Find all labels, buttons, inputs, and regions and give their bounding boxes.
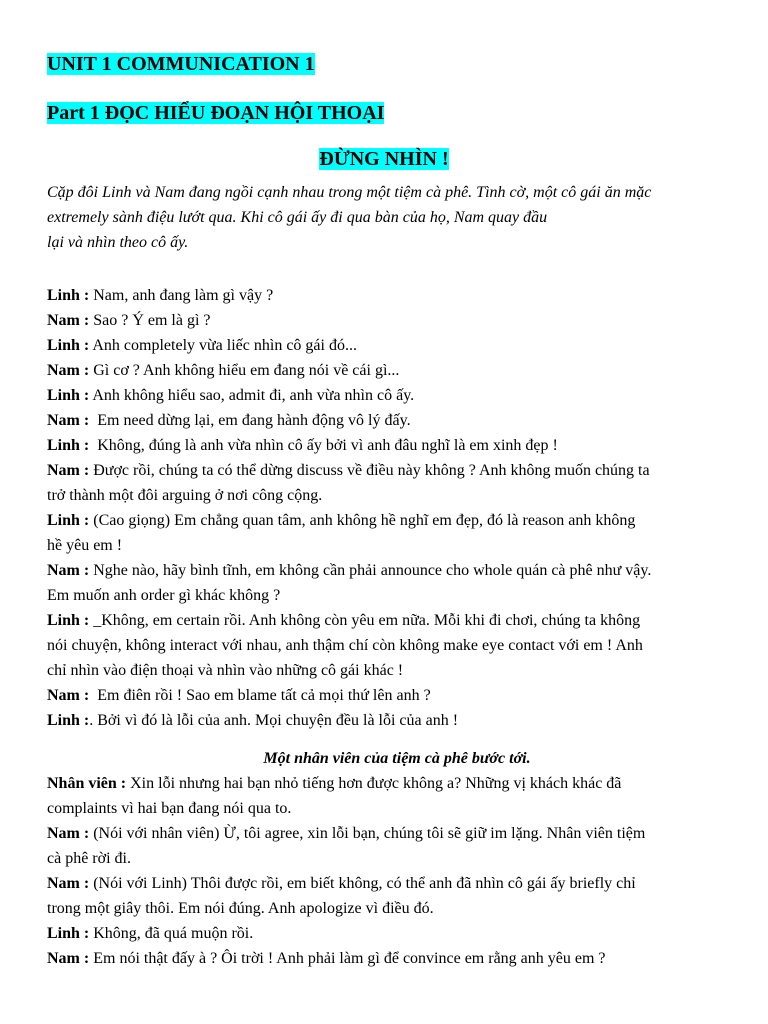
dialogue-line [47, 358, 747, 383]
line-text: Anh completely vừa liếc nhìn cô gái đó... [89, 337, 357, 354]
line-text: Được rồi, chúng ta có thể dừng discuss về điều này không ? Anh không muốn chúng ta [89, 462, 650, 479]
speaker-label: Linh : [47, 387, 90, 404]
dialogue-line [47, 821, 747, 846]
dialogue-line [47, 708, 747, 733]
line-text: Không, đã quá muộn rồi. [89, 925, 254, 942]
dialogue-line [47, 921, 747, 946]
dialogue-line [47, 796, 747, 821]
dialogue-line [47, 508, 747, 533]
scene-direction: Một nhân viên của tiệm cà phê bước tới. [263, 750, 531, 767]
line-text: Xin lỗi nhưng hai bạn nhỏ tiếng hơn được không a? Những vị khách khác đã [126, 775, 622, 792]
intro-paragraph [47, 180, 747, 255]
dialogue-line [47, 383, 747, 408]
speaker-label: Nam : [47, 462, 90, 479]
speaker-label: Nam : [47, 362, 90, 379]
line-text: Không, đúng là anh vừa nhìn cô ấy bởi vì anh đâu nghĩ là em xinh đẹp ! [89, 437, 558, 454]
dialogue-line [47, 558, 747, 583]
line-text: Nghe nào, hãy bình tĩnh, em không cần phải announce cho whole quán cà phê như vậy. [89, 562, 652, 579]
dialogue-line [47, 633, 747, 658]
dialogue-line [47, 333, 747, 358]
line-text: Gì cơ ? Anh không hiểu em đang nói về cái gì... [89, 362, 400, 379]
speaker-label: Nam : [47, 875, 90, 892]
line-text: . Bởi vì đó là lỗi của anh. Mọi chuyện đều là lỗi của anh ! [89, 712, 459, 729]
unit-heading: UNIT 1 COMMUNICATION 1 [47, 53, 315, 75]
speaker-label: Nam : [47, 687, 90, 704]
dialogue-line [47, 608, 747, 633]
dialogue-line [47, 896, 747, 921]
speaker-label: Linh : [47, 437, 90, 454]
line-text: chỉ nhìn vào điện thoại và nhìn vào những cô gái khác ! [47, 662, 404, 679]
dialogue-line [47, 683, 747, 708]
line-text: Em nói thật đấy à ? Ôi trời ! Anh phải làm gì để convince em rằng anh yêu em ? [89, 950, 606, 967]
dialogue-title: ĐỪNG NHÌN ! [319, 148, 449, 170]
line-text: trong một giây thôi. Em nói đúng. Anh apologize vì điều đó. [47, 900, 434, 917]
speaker-label: Linh : [47, 337, 90, 354]
speaker-label: Linh : [47, 612, 90, 629]
line-text: Sao ? Ý em là gì ? [89, 312, 211, 329]
dialogue-line [47, 583, 747, 608]
speaker-label: Linh : [47, 287, 90, 304]
line-text: nói chuyện, không interact với nhau, anh thậm chí còn không make eye contact với em ! Anh [47, 637, 643, 654]
speaker-label: Linh : [47, 512, 90, 529]
intro-line: Cặp đôi Linh và Nam đang ngồi cạnh nhau trong một tiệm cà phê. Tình cờ, một cô gái ăn mặc [47, 184, 652, 201]
intro-line: extremely sành điệu lướt qua. Khi cô gái ấy đi qua bàn của họ, Nam quay đầu [47, 209, 548, 226]
line-text: (Nói với nhân viên) Ừ, tôi agree, xin lỗi bạn, chúng tôi sẽ giữ im lặng. Nhân viên tiệm [89, 825, 646, 842]
dialogue-line [47, 483, 747, 508]
dialogue-line [47, 433, 747, 458]
dialogue-line [47, 946, 747, 971]
speaker-label: Nam : [47, 312, 90, 329]
line-text: (Cao giọng) Em chẳng quan tâm, anh không hề nghĩ em đẹp, đó là reason anh không [89, 512, 636, 529]
line-text: _Không, em certain rồi. Anh không còn yêu em nữa. Mỗi khi đi chơi, chúng ta không [89, 612, 641, 629]
dialogue-line [47, 408, 747, 433]
speaker-label: Nam : [47, 562, 90, 579]
line-text: hề yêu em ! [47, 537, 123, 554]
intro-line: lại và nhìn theo cô ấy. [47, 234, 189, 251]
dialogue-line [47, 658, 747, 683]
speaker-label: Nhân viên : [47, 775, 127, 792]
spacer [47, 733, 747, 746]
line-text: Em muốn anh order gì khác không ? [47, 587, 281, 604]
dialogue-line [47, 771, 747, 796]
line-text: Nam, anh đang làm gì vậy ? [89, 287, 274, 304]
line-text: (Nói với Linh) Thôi được rồi, em biết không, có thể anh đã nhìn cô gái ấy briefly chỉ [89, 875, 636, 892]
speaker-label: Nam : [47, 412, 90, 429]
line-text: complaints vì hai bạn đang nói qua to. [47, 800, 292, 817]
line-text: Anh không hiểu sao, admit đi, anh vừa nhìn cô ấy. [89, 387, 415, 404]
dialogue-line [47, 283, 747, 308]
speaker-label: Linh : [47, 925, 90, 942]
line-text: trở thành một đôi arguing ở nơi công cộng. [47, 487, 323, 504]
speaker-label: Linh : [47, 712, 90, 729]
dialogue-line [47, 871, 747, 896]
part-heading: Part 1 ĐỌC HIỂU ĐOẠN HỘI THOẠI [47, 102, 385, 124]
line-text: Em need dừng lại, em đang hành động vô lý đấy. [89, 412, 411, 429]
dialogue-line [47, 308, 747, 333]
dialogue-line [47, 533, 747, 558]
dialogue-line [47, 846, 747, 871]
dialogue-part-1 [47, 283, 747, 733]
dialogue-part-2 [47, 771, 747, 971]
dialogue-line [47, 458, 747, 483]
line-text: cà phê rời đi. [47, 850, 131, 867]
line-text: Em điên rồi ! Sao em blame tất cả mọi thứ lên anh ? [89, 687, 431, 704]
speaker-label: Nam : [47, 825, 90, 842]
dialogue [47, 283, 747, 971]
speaker-label: Nam : [47, 950, 90, 967]
